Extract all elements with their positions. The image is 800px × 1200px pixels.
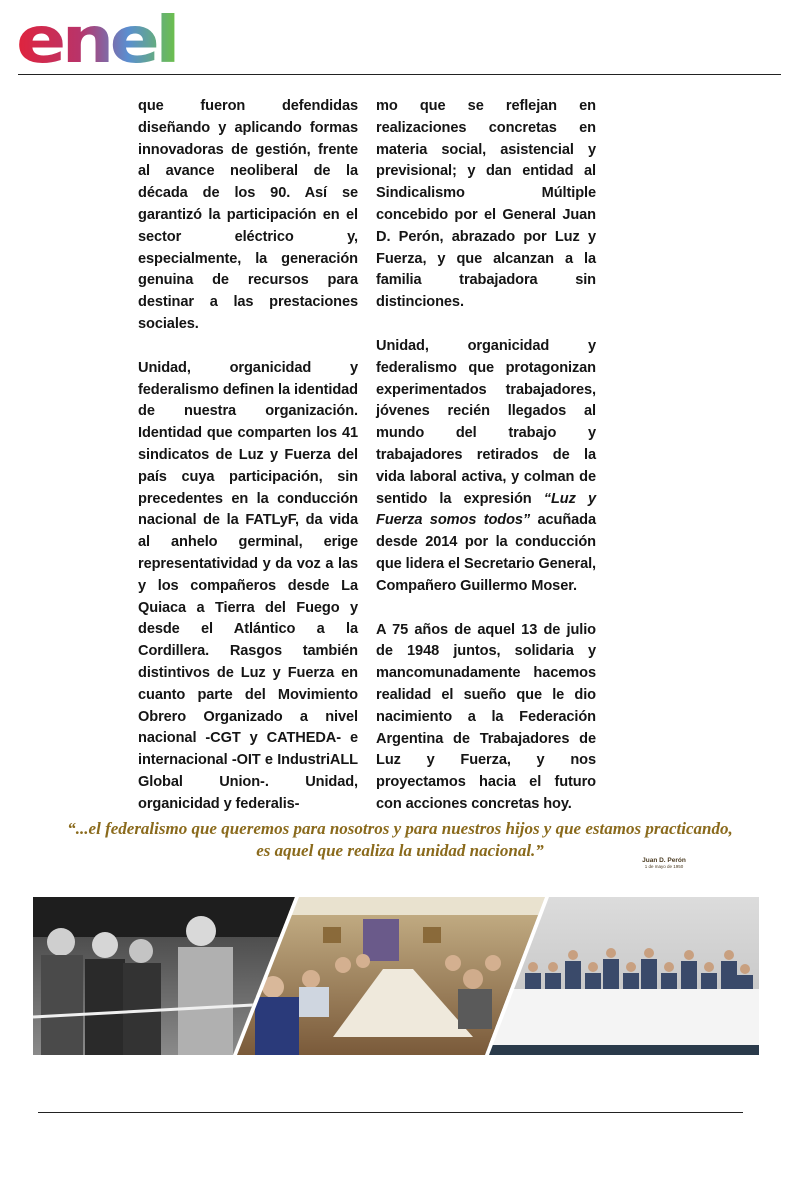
enel-logo: [16, 6, 181, 72]
left-paragraph-1: que fueron defendidas diseñando y aplicando formas innovadoras de gestión, frente al avance neoliberal de la década de los 90. Así se garantizó la participación en el sector eléctrico y, especialmente, la generación genuina de recursos para destinar a las prestaciones sociales.: [138, 98, 358, 332]
logo-text: enel: [16, 6, 176, 72]
header-rule: [18, 74, 781, 75]
right-paragraph-3: A 75 años de aquel 13 de julio de 1948 juntos, solidaria y mancomunadamente hacemos realidad el sueño que le dio nacimiento a la Federación Argentina de Trabajadores de Luz y Fuerza, y nos proyectamos hacia el futuro con acciones concretas hoy.: [376, 621, 596, 812]
photo-collage: [33, 897, 759, 1055]
right-paragraph-2-end: acuñada desde 2014 por la conducción que lidera el Secretario General, Compañero Guillermo Moser.: [376, 512, 596, 594]
motto-emphasis: “Luz y Fuerza somos todos”: [376, 490, 596, 529]
right-paragraph-1: mo que se reflejan en realizaciones concretas en materia social, asistencial y previsional; y dan entidad al Sindicalismo Múltiple concebido por el General Juan D. Perón, abrazado por Luz y Fuerza, y que alcanzan a la familia trabajadora sin distinciones.: [376, 98, 596, 311]
right-paragraph-2: [376, 336, 596, 598]
quote-attribution: [610, 857, 718, 869]
quote-line-1: “...el federalismo que queremos para nosotros y para nuestros hijos y que estamos practicando,: [67, 819, 733, 838]
quote-date: 1 de mayo de 1950: [644, 864, 684, 869]
right-paragraph-2-start: Unidad, organicidad y federalismo que protagonizan experimentados trabajadores, jóvenes recién llegados al mundo del trabajo y trabajadores retirados de la vida laboral activa, y colman de sentido la expresión: [376, 337, 596, 507]
left-column: [138, 96, 358, 838]
right-column: [376, 96, 596, 838]
left-paragraph-2: Unidad, organicidad y federalismo definen la identidad de nuestra organización. Identidad que comparten los 41 sindicatos de Luz y Fuerza del país cuya participación, sin precedentes en la conducción nacional de la FATLyF, da vida al anhelo germinal, erige representatividad y da voz a las y los compañeros desde La Quiaca a Tierra del Fuego y desde el Atlántico a la Cordillera. Rasgos también distintivos de Luz y Fuerza en cuanto parte del Movimiento Obrero Organizado a nivel nacional -CGT y CATHEDA- e internacional -OIT e IndustriALL Global Union-. Unidad, organicidad y federalis-: [138, 359, 358, 812]
quote-line-2: es aquel que realiza la unidad nacional.”: [256, 841, 544, 860]
pull-quote: [60, 818, 740, 862]
quote-author: Juan D. Perón: [642, 857, 686, 864]
footer-rule: [38, 1112, 743, 1113]
